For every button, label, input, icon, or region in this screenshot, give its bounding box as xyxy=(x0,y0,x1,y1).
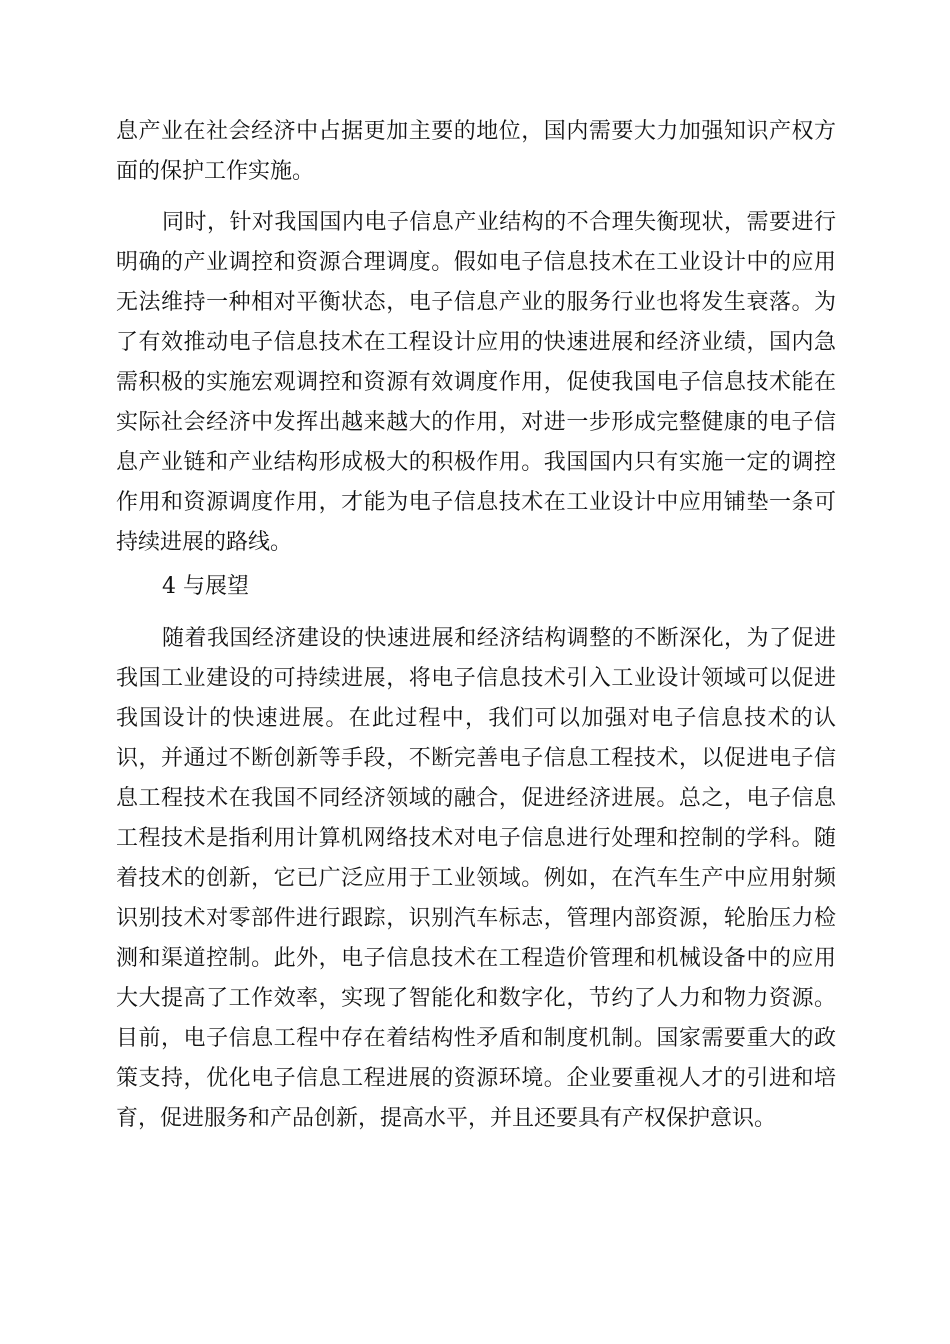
paragraph-line: 识别技术对零部件进行跟踪，识别汽车标志，管理内部资源，轮胎压力检 xyxy=(116,906,836,931)
paragraph-line: 工程技术是指利用计算机网络技术对电子信息进行处理和控制的学科。随 xyxy=(116,826,836,851)
paragraph-line: 目前，电子信息工程中存在着结构性矛盾和制度机制。国家需要重大的政 xyxy=(116,1026,836,1051)
paragraph-line: 面的保护工作实施。 xyxy=(116,159,315,184)
paragraph-line: 息工程技术在我国不同经济领域的融合，促进经济进展。总之，电子信息 xyxy=(116,786,836,811)
paragraph-line: 息产业在社会经济中占据更加主要的地位，国内需要大力加强知识产权方 xyxy=(116,119,836,144)
paragraph-line: 同时，针对我国国内电子信息产业结构的不合理失衡现状，需要进行 xyxy=(162,210,836,235)
paragraph-line: 明确的产业调控和资源合理调度。假如电子信息技术在工业设计中的应用 xyxy=(116,250,836,275)
paragraph-line: 实际社会经济中发挥出越来越大的作用，对进一步形成完整健康的电子信 xyxy=(116,410,836,435)
paragraph-line: 识，并通过不断创新等手段，不断完善电子信息工程技术，以促进电子信 xyxy=(116,746,836,771)
paragraph-line: 大大提高了工作效率，实现了智能化和数字化，节约了人力和物力资源。 xyxy=(116,986,836,1011)
paragraph-line: 育，促进服务和产品创新，提高水平，并且还要具有产权保护意识。 xyxy=(116,1106,777,1131)
paragraph-line: 息产业链和产业结构形成极大的积极作用。我国国内只有实施一定的调控 xyxy=(116,450,836,475)
paragraph-line: 策支持，优化电子信息工程进展的资源环境。企业要重视人才的引进和培 xyxy=(116,1066,836,1091)
paragraph-line: 了有效推动电子信息技术在工程设计应用的快速进展和经济业绩，国内急 xyxy=(116,330,836,355)
paragraph-line: 着技术的创新，它已广泛应用于工业领域。例如，在汽车生产中应用射频 xyxy=(116,866,836,891)
paragraph-line: 持续进展的路线。 xyxy=(116,530,293,555)
paragraph-line: 无法维持一种相对平衡状态，电子信息产业的服务行业也将发生衰落。为 xyxy=(116,290,836,315)
paragraph-line: 需积极的实施宏观调控和资源有效调度作用，促使我国电子信息技术能在 xyxy=(116,370,836,395)
section-heading: 4 与展望 xyxy=(162,574,249,599)
paragraph-line: 作用和资源调度作用，才能为电子信息技术在工业设计中应用铺垫一条可 xyxy=(116,490,836,515)
paragraph-line: 随着我国经济建设的快速进展和经济结构调整的不断深化，为了促进 xyxy=(162,626,836,651)
paragraph-line: 我国设计的快速进展。在此过程中，我们可以加强对电子信息技术的认 xyxy=(116,706,836,731)
paragraph-line: 测和渠道控制。此外，电子信息技术在工程造价管理和机械设备中的应用 xyxy=(116,946,836,971)
paragraph-line: 我国工业建设的可持续进展，将电子信息技术引入工业设计领域可以促进 xyxy=(116,666,836,691)
